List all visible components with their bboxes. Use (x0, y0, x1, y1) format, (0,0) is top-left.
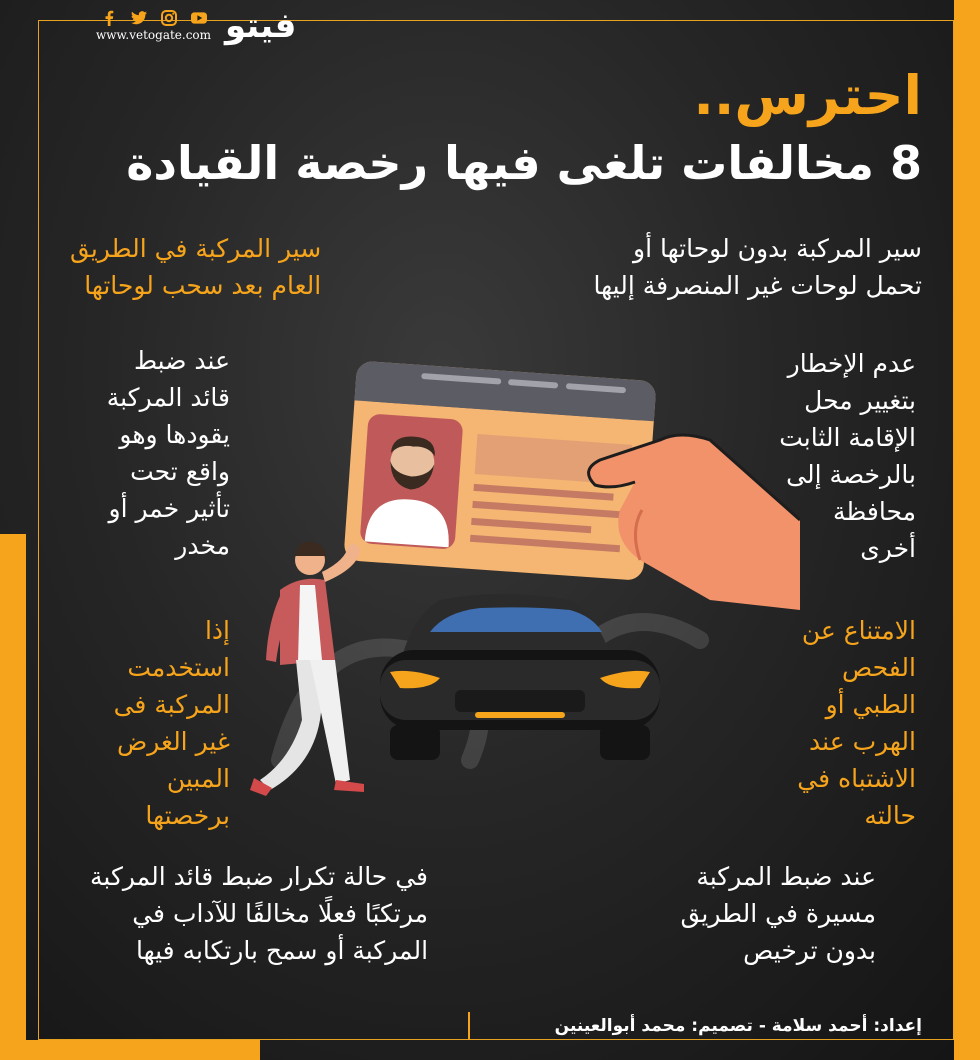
violation-text: في حالة تكرار ضبط قائد المركبة مرتكبًا فعلًا مخالفًا للآداب في المركبة أو سمح بارتكابه فيها (90, 862, 429, 965)
violation-text: سير المركبة بدون لوحاتها أو تحمل لوحات غير المنصرفة إليها (593, 234, 922, 300)
page-title-main: 8 مخالفات تلغى فيها رخصة القيادة (126, 136, 922, 190)
violation-text: الامتناع عن الفحص الطبي أو الهرب عند الاشتباه في حالته (797, 616, 916, 830)
page-title-warning: احترس.. (693, 64, 922, 127)
left-accent-bar (0, 534, 26, 1060)
confused-man (250, 542, 364, 796)
credits-divider (468, 1012, 470, 1040)
social-block (96, 10, 211, 42)
right-accent-bar (954, 0, 980, 1060)
credits-line: إعداد: أحمد سلامة - تصميم: محمد أبوالعينين (554, 1016, 922, 1036)
violation-text: عند ضبط المركبة مسيرة في الطريق بدون ترخيص (680, 862, 876, 965)
website-url[interactable]: www.vetogate.com (96, 28, 212, 42)
hand-holding-card (589, 435, 800, 610)
license-car-illustration (240, 360, 800, 820)
instagram-icon[interactable] (161, 10, 177, 26)
violation-text: عند ضبط قائد المركبة يقودها وهو واقع تحت تأثير خمر أو مخدر (106, 346, 230, 560)
header-bar (96, 8, 296, 44)
violation-text: إذا استخدمت المركبة فى غير الغرض المبين برخصتها (113, 616, 230, 830)
brand-logo-text: فيتو (225, 6, 297, 46)
violation-text: عدم الإخطار بتغيير محل الإقامة الثابت بالرخصة إلى محافظة أخرى (779, 349, 916, 563)
brand-logo (225, 8, 296, 44)
facebook-icon[interactable] (101, 10, 117, 26)
bottom-accent-bar (0, 1040, 260, 1060)
twitter-icon[interactable] (131, 10, 147, 26)
violation-text: سير المركبة في الطريق العام بعد سحب لوحاتها (70, 234, 322, 300)
youtube-icon[interactable] (191, 10, 207, 26)
